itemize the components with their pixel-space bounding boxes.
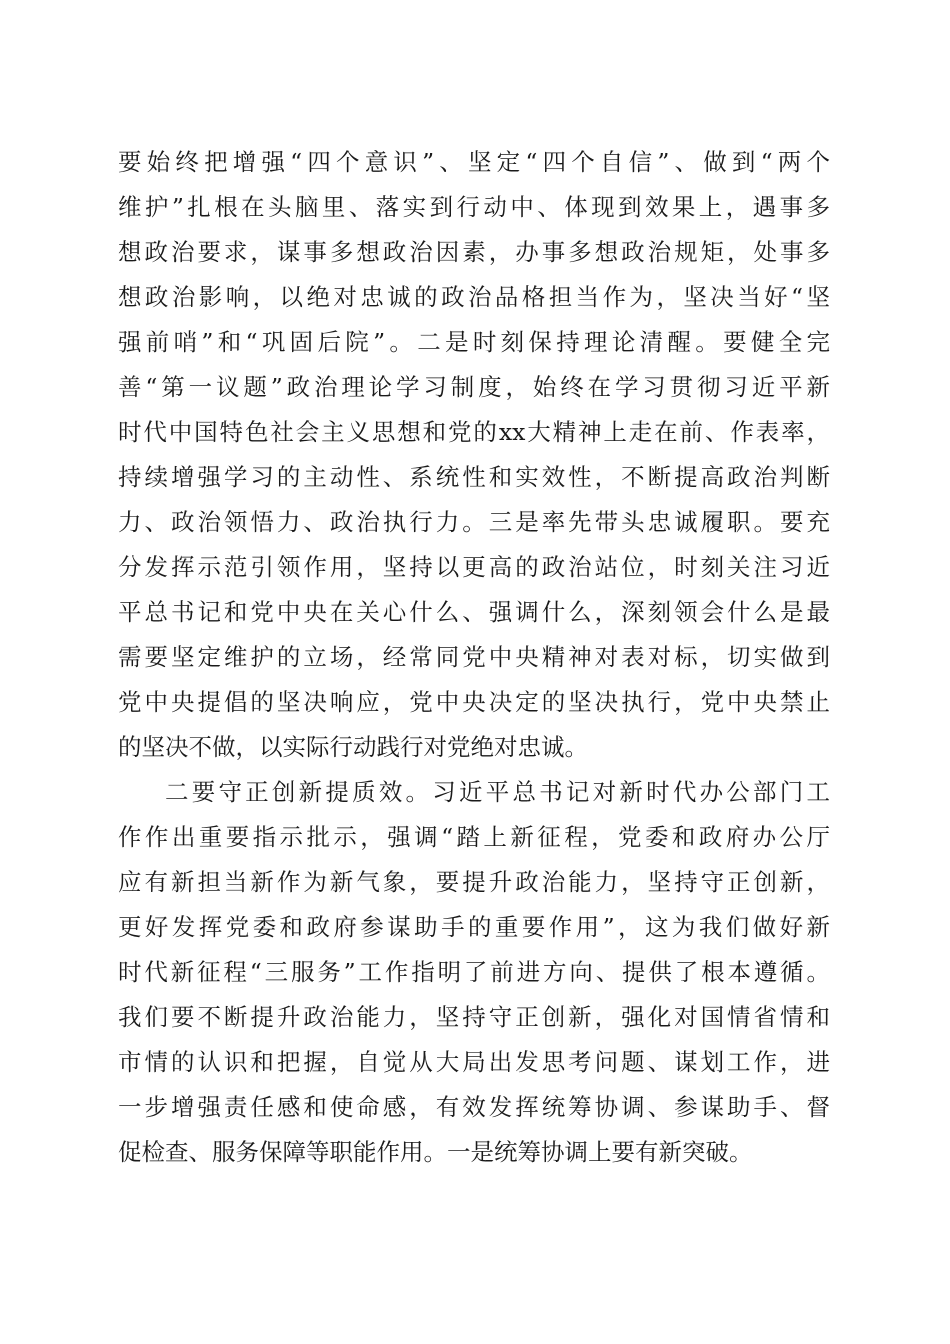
- text-line: 一步增强责任感和使命感，有效发挥统筹协调、参谋助手、督: [118, 1093, 830, 1121]
- text-line: 的坚决不做，以实际行动践行对党绝对忠诚。: [118, 733, 588, 761]
- text-line: 维护”扎根在头脑里、落实到行动中、体现到效果上，遇事多: [118, 193, 830, 221]
- text-line: 持续增强学习的主动性、系统性和实效性，不断提高政治判断: [118, 463, 830, 491]
- text-line: 善“第一议题”政治理论学习制度，始终在学习贯彻习近平新: [118, 373, 830, 401]
- text-line: 平总书记和党中央在关心什么、强调什么，深刻领会什么是最: [118, 598, 830, 626]
- body-text: [118, 140, 830, 1175]
- text-line: 需要坚定维护的立场，经常同党中央精神对表对标，切实做到: [118, 643, 830, 671]
- text-line: 力、政治领悟力、政治执行力。三是率先带头忠诚履职。要充: [118, 508, 830, 536]
- paragraph-2: [118, 770, 830, 1175]
- text-line: 我们要不断提升政治能力，坚持守正创新，强化对国情省情和: [118, 1003, 830, 1031]
- text-line: 要始终把增强“四个意识”、坚定“四个自信”、做到“两个: [118, 148, 830, 176]
- text-line: 应有新担当新作为新气象，要提升政治能力，坚持守正创新，: [118, 868, 830, 896]
- text-line: 时代新征程“三服务”工作指明了前进方向、提供了根本遵循。: [118, 958, 830, 986]
- text-line: 二要守正创新提质效。习近平总书记对新时代办公部门工: [165, 778, 830, 806]
- text-line: 促检查、服务保障等职能作用。一是统筹协调上要有新突破。: [118, 1138, 753, 1166]
- text-line: 强前哨”和“巩固后院”。二是时刻保持理论清醒。要健全完: [118, 328, 830, 356]
- text-line: 想政治影响，以绝对忠诚的政治品格担当作为，坚决当好“坚: [118, 283, 830, 311]
- text-line: 市情的认识和把握，自觉从大局出发思考问题、谋划工作，进: [118, 1048, 830, 1076]
- text-line: 分发挥示范引领作用，坚持以更高的政治站位，时刻关注习近: [118, 553, 830, 581]
- paragraph-1: [118, 140, 830, 770]
- text-line: 作作出重要指示批示，强调“踏上新征程，党委和政府办公厅: [118, 823, 830, 851]
- text-line: 想政治要求，谋事多想政治因素，办事多想政治规矩，处事多: [118, 238, 830, 266]
- text-line: 党中央提倡的坚决响应，党中央决定的坚决执行，党中央禁止: [118, 688, 830, 716]
- text-line: 更好发挥党委和政府参谋助手的重要作用”，这为我们做好新: [118, 913, 830, 941]
- text-line: 时代中国特色社会主义思想和党的xx大精神上走在前、作表率，: [118, 418, 830, 446]
